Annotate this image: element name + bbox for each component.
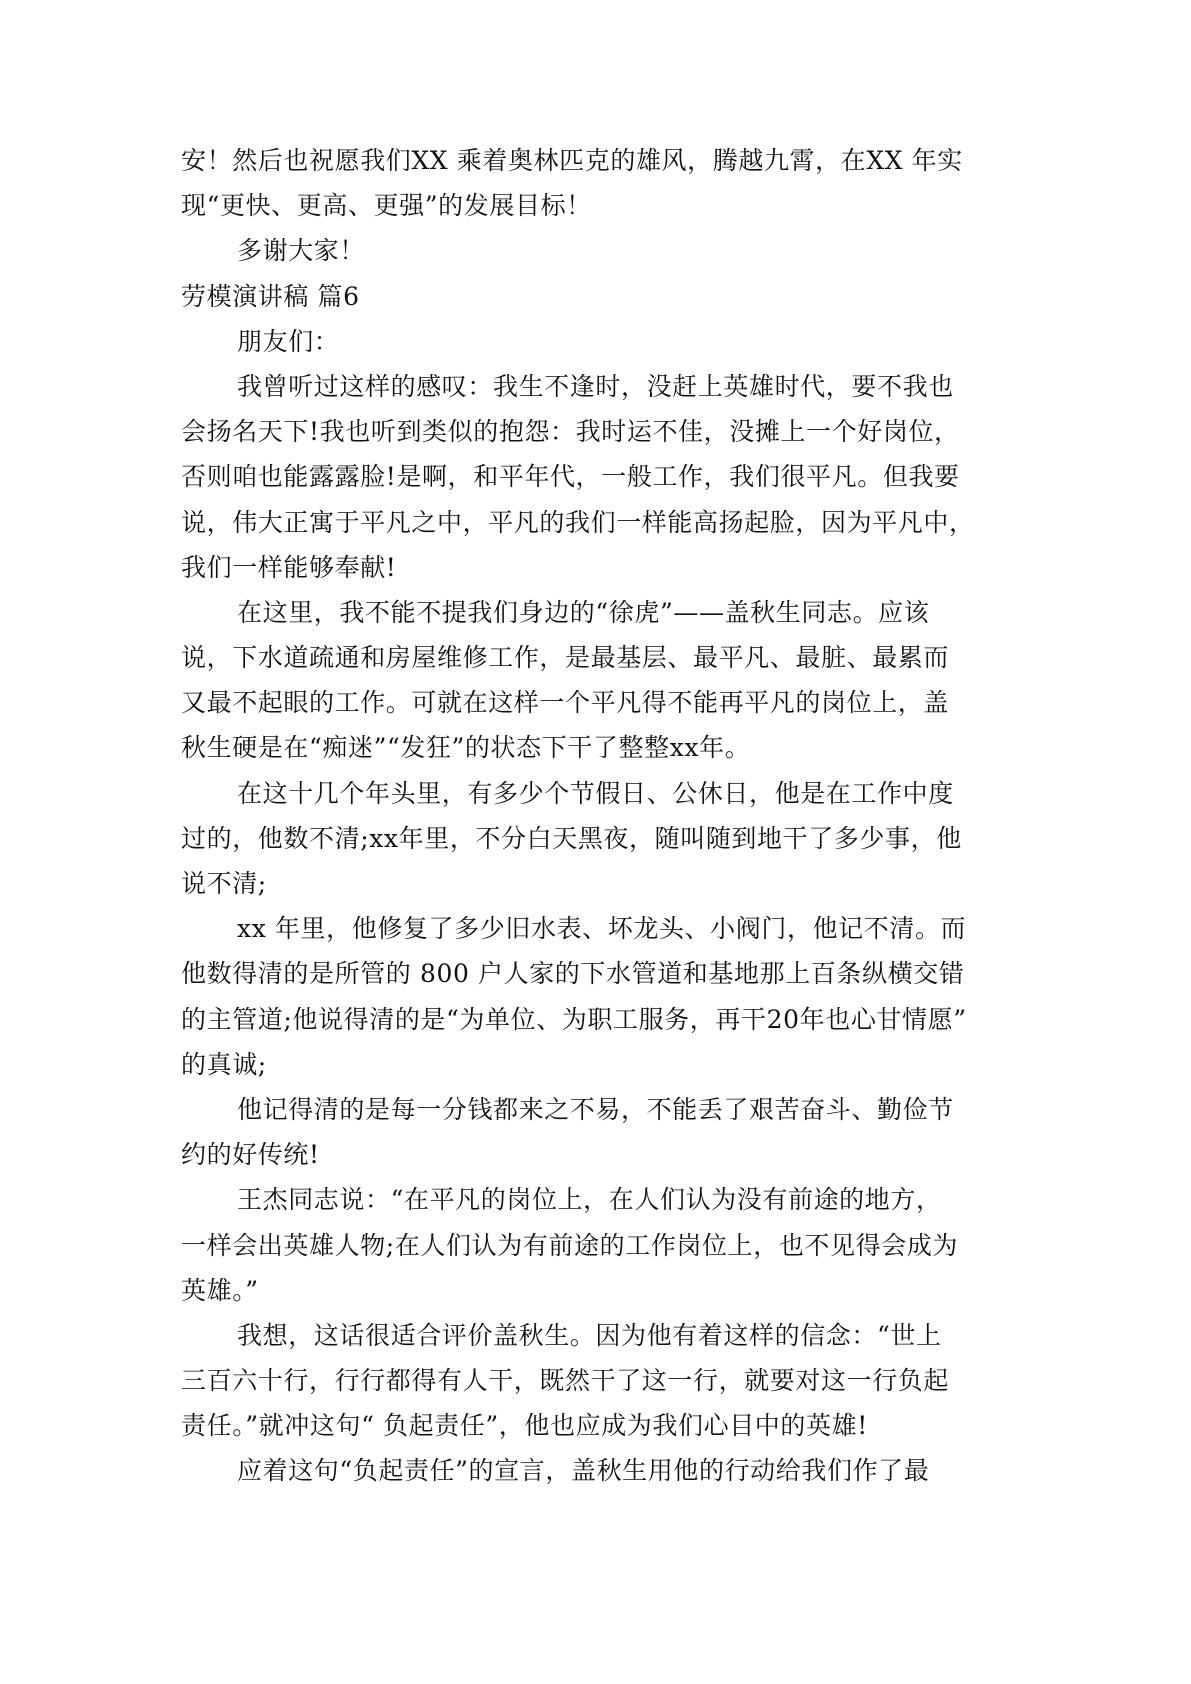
text-line: 现“更快、更高、更强”的发展目标！: [181, 191, 592, 221]
section-heading: 劳模演讲稿 篇6: [181, 281, 360, 311]
text-line: 的主管道;他说得清的是“为单位、为职工服务，再干20年也心甘情愿”: [181, 1004, 967, 1034]
text-line: 说不清;: [181, 869, 267, 898]
text-line: 安！然后也祝愿我们XX 乘着奥林匹克的雄风，腾越九霄，在XX 年实: [181, 146, 963, 175]
text-line: 在这里，我不能不提我们身边的“徐虎”——盖秋生同志。应该: [237, 597, 930, 627]
text-line: 责任。”就冲这句“ 负起责任”，他也应成为我们心目中的英雄!: [181, 1411, 868, 1441]
text-line: 会扬名天下!我也听到类似的抱怨：我时运不佳，没摊上一个好岗位，: [181, 417, 960, 447]
text-line: 否则咱也能露露脸!是啊，和平年代，一般工作，我们很平凡。但我要: [181, 462, 960, 492]
text-line: 秋生硬是在“痴迷”“发狂”的状态下干了整整xx年。: [181, 733, 751, 763]
text-line: 说，下水道疏通和房屋维修工作，是最基层、最平凡、最脏、最累而: [181, 643, 950, 673]
text-line: 王杰同志说：“在平凡的岗位上，在人们认为没有前途的地方，: [237, 1185, 942, 1215]
text-line: 说，伟大正寓于平凡之中，平凡的我们一样能高扬起脸，因为平凡中，: [181, 507, 975, 537]
text-line: 三百六十行，行行都得有人干，既然干了这一行，就要对这一行负起: [181, 1366, 950, 1396]
text-line: 多谢大家！: [237, 236, 366, 266]
text-line: 过的，他数不清;xx年里，不分白天黑夜，随叫随到地干了多少事，他: [181, 823, 962, 853]
text-line: 在这十几个年头里，有多少个节假日、公休日，他是在工作中度: [237, 778, 954, 808]
text-line: 英雄。”: [181, 1275, 259, 1305]
text-line: 的真诚;: [181, 1049, 267, 1079]
text-line: 我想，这话很适合评价盖秋生。因为他有着这样的信念：“世上: [237, 1320, 942, 1350]
text-line: 他数得清的是所管的 800 户人家的下水管道和基地那上百条纵横交错: [181, 959, 965, 989]
text-line: 我们一样能够奉献!: [181, 552, 397, 582]
text-line: 一样会出英雄人物;在人们认为有前途的工作岗位上，也不见得会成为: [181, 1230, 959, 1260]
text-line: 又最不起眼的工作。可就在这样一个平凡得不能再平凡的岗位上，盖: [181, 688, 950, 718]
text-line: 朋友们：: [237, 326, 340, 356]
text-line: 约的好传统!: [181, 1140, 320, 1170]
text-line: 我曾听过这样的感叹：我生不逢时，没赶上英雄时代，要不我也: [237, 371, 954, 401]
document-body: [181, 138, 1011, 1494]
text-line: 他记得清的是每一分钱都来之不易，不能丢了艰苦奋斗、勤俭节: [237, 1094, 954, 1124]
text-line: xx 年里，他修复了多少旧水表、坏龙头、小阀门，他记不清。而: [237, 914, 967, 944]
text-line: 应着这句“负起责任”的宣言，盖秋生用他的行动给我们作了最: [237, 1456, 930, 1486]
